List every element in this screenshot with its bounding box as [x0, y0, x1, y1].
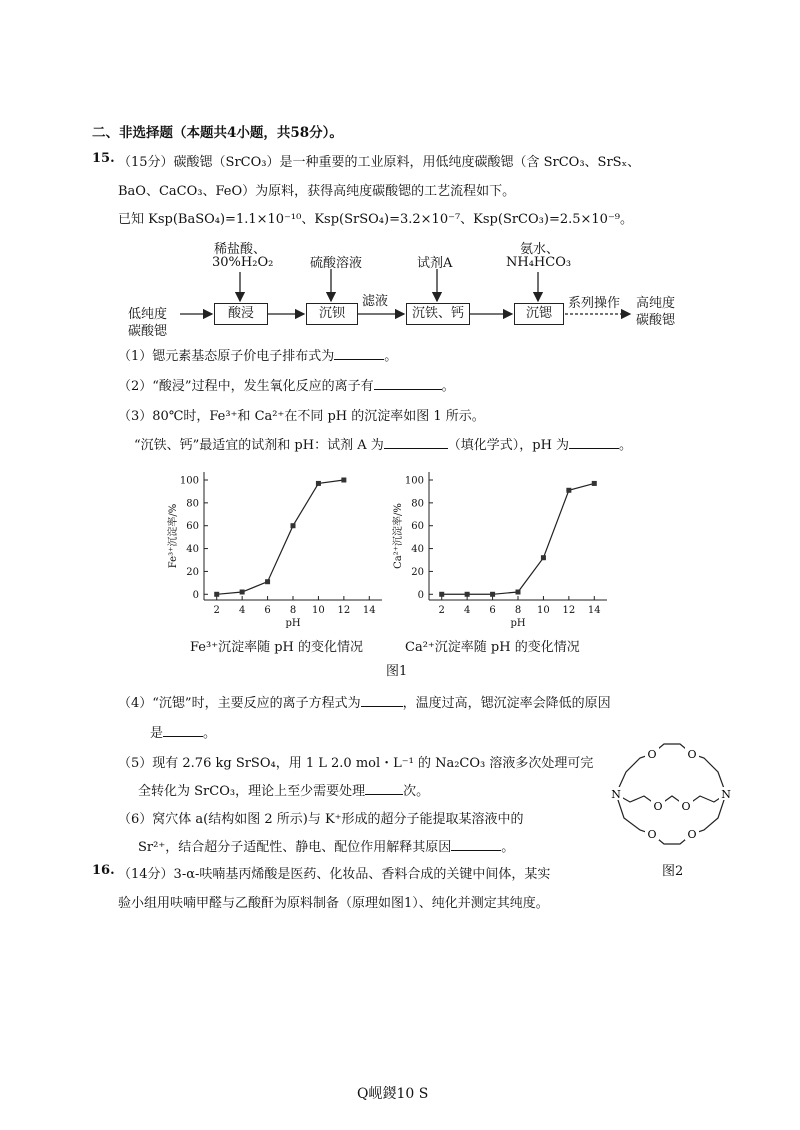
data-point	[214, 592, 219, 597]
q16-line2: 验小组用呋喃甲醛与乙酸酐为原料制备（原理如图1）、纯化并测定其纯度。	[118, 896, 549, 911]
y-tick-label: 100	[179, 475, 199, 487]
q15-sub4-line2: 是 。	[150, 726, 217, 741]
flow-step-precipitate-ba: 沉钡	[306, 303, 358, 325]
q15-sub2: （2）“酸浸”过程中，发生氧化反应的离子有 。	[118, 379, 455, 394]
y-tick-label: 80	[186, 498, 199, 510]
data-point	[316, 481, 321, 486]
flow-start-line2: 碳酸锶	[128, 324, 168, 339]
data-point	[341, 478, 346, 483]
q15-intro-line1: （15分）碳酸锶（SrCO₃）是一种重要的工业原料，用低纯度碳酸锶（含 SrCO₃、SrSₓ、	[118, 155, 641, 170]
nitrogen-atom-left: N	[611, 788, 621, 801]
data-point	[592, 481, 597, 486]
data-point	[490, 592, 495, 597]
flow-step-acid-leach: 酸浸	[214, 303, 268, 325]
y-tick-label: 20	[411, 566, 424, 578]
oxygen-atom-5: O	[647, 828, 657, 841]
q15-sub5-line1: （5）现有 2.76 kg SrSO₄，用 1 L 2.0 mol・L⁻¹ 的 Na₂CO₃ 溶液多次处理可完	[118, 756, 594, 771]
data-point	[265, 579, 270, 584]
x-tick-label: 6	[264, 605, 271, 616]
flow-end-line2: 碳酸锶	[636, 313, 676, 328]
answer-blank-6[interactable]	[451, 838, 501, 851]
answer-blank-3b[interactable]	[569, 436, 619, 449]
y-tick-label: 60	[411, 521, 424, 533]
x-axis-label: pH	[285, 618, 301, 629]
x-axis-label: pH	[510, 618, 526, 629]
flow-end-line1: 高纯度	[636, 296, 676, 311]
x-tick-label: 8	[514, 605, 522, 616]
x-tick-label: 10	[312, 605, 325, 616]
cryptand-structure-diagram	[600, 736, 740, 852]
data-point	[439, 592, 444, 597]
question-15-number: 15.	[92, 151, 115, 166]
nitrogen-atom-right: N	[721, 788, 731, 801]
flow-series-operation: 系列操作	[568, 296, 621, 311]
figure2-label: 图2	[662, 864, 684, 879]
oxygen-atom-3: O	[653, 800, 663, 813]
x-tick-label: 14	[587, 605, 601, 616]
q15-sub6-line1: （6）窝穴体 a(结构如图 2 所示)与 K⁺形成的超分子能提取某溶液中的	[118, 812, 524, 827]
answer-blank-1[interactable]	[334, 347, 384, 360]
data-point	[566, 488, 571, 493]
flow-filtrate-label: 滤液	[362, 294, 389, 309]
answer-blank-4a[interactable]	[361, 694, 403, 707]
data-point	[465, 592, 470, 597]
q15-sub4-line1: （4）“沉锶”时，主要反应的离子方程式为 ，温度过高，锶沉淀率会降低的原因	[118, 696, 611, 711]
x-tick-label: 4	[463, 605, 471, 616]
flow-reagent4-line1: 氨水、	[520, 242, 560, 257]
x-tick-label: 8	[289, 605, 297, 616]
flow-arrows	[0, 0, 800, 340]
x-tick-label: 6	[489, 605, 496, 616]
answer-blank-3a[interactable]	[384, 436, 448, 449]
flow-reagent1-line1: 稀盐酸、	[214, 242, 267, 257]
x-tick-label: 2	[213, 605, 220, 616]
x-tick-label: 12	[562, 605, 576, 616]
ca-precipitation-chart	[385, 462, 625, 637]
x-tick-label: 12	[337, 605, 351, 616]
y-axis-label: Ca²⁺沉淀率/%	[393, 503, 404, 569]
series-line	[442, 483, 595, 594]
chart-fe-caption: Fe³⁺沉淀率随 pH 的变化情况	[190, 640, 363, 655]
oxygen-atom-2: O	[687, 748, 697, 761]
flow-step-precipitate-sr: 沉锶	[514, 303, 564, 325]
flow-reagent2: 硫酸溶液	[310, 256, 363, 271]
answer-blank-2[interactable]	[374, 377, 442, 390]
q15-intro-line2: BaO、CaCO₃、FeO）为原料，获得高纯度碳酸锶的工艺流程如下。	[118, 184, 516, 199]
q15-ksp-line: 已知 Ksp(BaSO₄)=1.1×10⁻¹⁰、Ksp(SrSO₄)=3.2×10⁻⁷、Ksp(SrCO₃)=2.5×10⁻⁹。	[118, 212, 634, 227]
q16-line1: （14分）3-α-呋喃基丙烯酸是医药、化妆品、香料合成的关键中间体，某实	[118, 867, 551, 882]
q15-sub5-line2: 全转化为 SrCO₃，理论上至少需要处理 次。	[138, 784, 430, 799]
x-tick-label: 14	[362, 605, 376, 616]
figure1-label: 图1	[386, 664, 408, 679]
data-point	[516, 590, 521, 595]
q15-sub3-line1: （3）80℃时，Fe³⁺和 Ca²⁺在不同 pH 的沉淀率如图 1 所示。	[118, 409, 485, 424]
flow-reagent4-line2: NH₄HCO₃	[506, 255, 572, 270]
x-tick-label: 2	[438, 605, 445, 616]
y-tick-label: 0	[192, 589, 199, 601]
y-tick-label: 100	[404, 475, 424, 487]
answer-blank-4b[interactable]	[163, 724, 203, 737]
oxygen-atom-4: O	[681, 800, 691, 813]
data-point	[541, 555, 546, 560]
q15-sub3-line2: “沉铁、钙”最适宜的试剂和 pH：试剂 A 为 （填化学式），pH 为 。	[134, 438, 633, 453]
data-point	[240, 590, 245, 595]
x-tick-label: 10	[537, 605, 550, 616]
flow-step-precipitate-fe-ca: 沉铁、钙	[406, 303, 470, 325]
y-tick-label: 40	[186, 544, 199, 556]
data-point	[291, 523, 296, 528]
fe-precipitation-chart	[160, 462, 400, 637]
y-tick-label: 80	[411, 498, 424, 510]
y-tick-label: 0	[417, 589, 424, 601]
y-tick-label: 40	[411, 544, 424, 556]
x-tick-label: 4	[238, 605, 246, 616]
y-tick-label: 60	[186, 521, 199, 533]
series-line	[217, 480, 344, 594]
oxygen-atom-6: O	[687, 828, 697, 841]
flow-reagent1-line2: 30%H₂O₂	[212, 255, 274, 270]
chart-ca-caption: Ca²⁺沉淀率随 pH 的变化情况	[405, 640, 580, 655]
page-footer: Q岘鍐10 S	[357, 1086, 429, 1102]
flow-start-line1: 低纯度	[128, 307, 168, 322]
question-16-number: 16.	[92, 863, 115, 878]
y-axis-label: Fe³⁺沉淀率/%	[168, 503, 179, 569]
flow-reagent3: 试剂A	[417, 256, 453, 271]
answer-blank-5[interactable]	[365, 782, 403, 795]
oxygen-atom-1: O	[647, 748, 657, 761]
y-tick-label: 20	[186, 566, 199, 578]
section-title: 二、非选择题（本题共4小题，共58分）。	[92, 125, 343, 141]
q15-sub6-line2: Sr²⁺，结合超分子适配性、静电、配位作用解释其原因 。	[138, 840, 515, 855]
q15-sub1: （1）锶元素基态原子价电子排布式为 。	[118, 349, 398, 364]
